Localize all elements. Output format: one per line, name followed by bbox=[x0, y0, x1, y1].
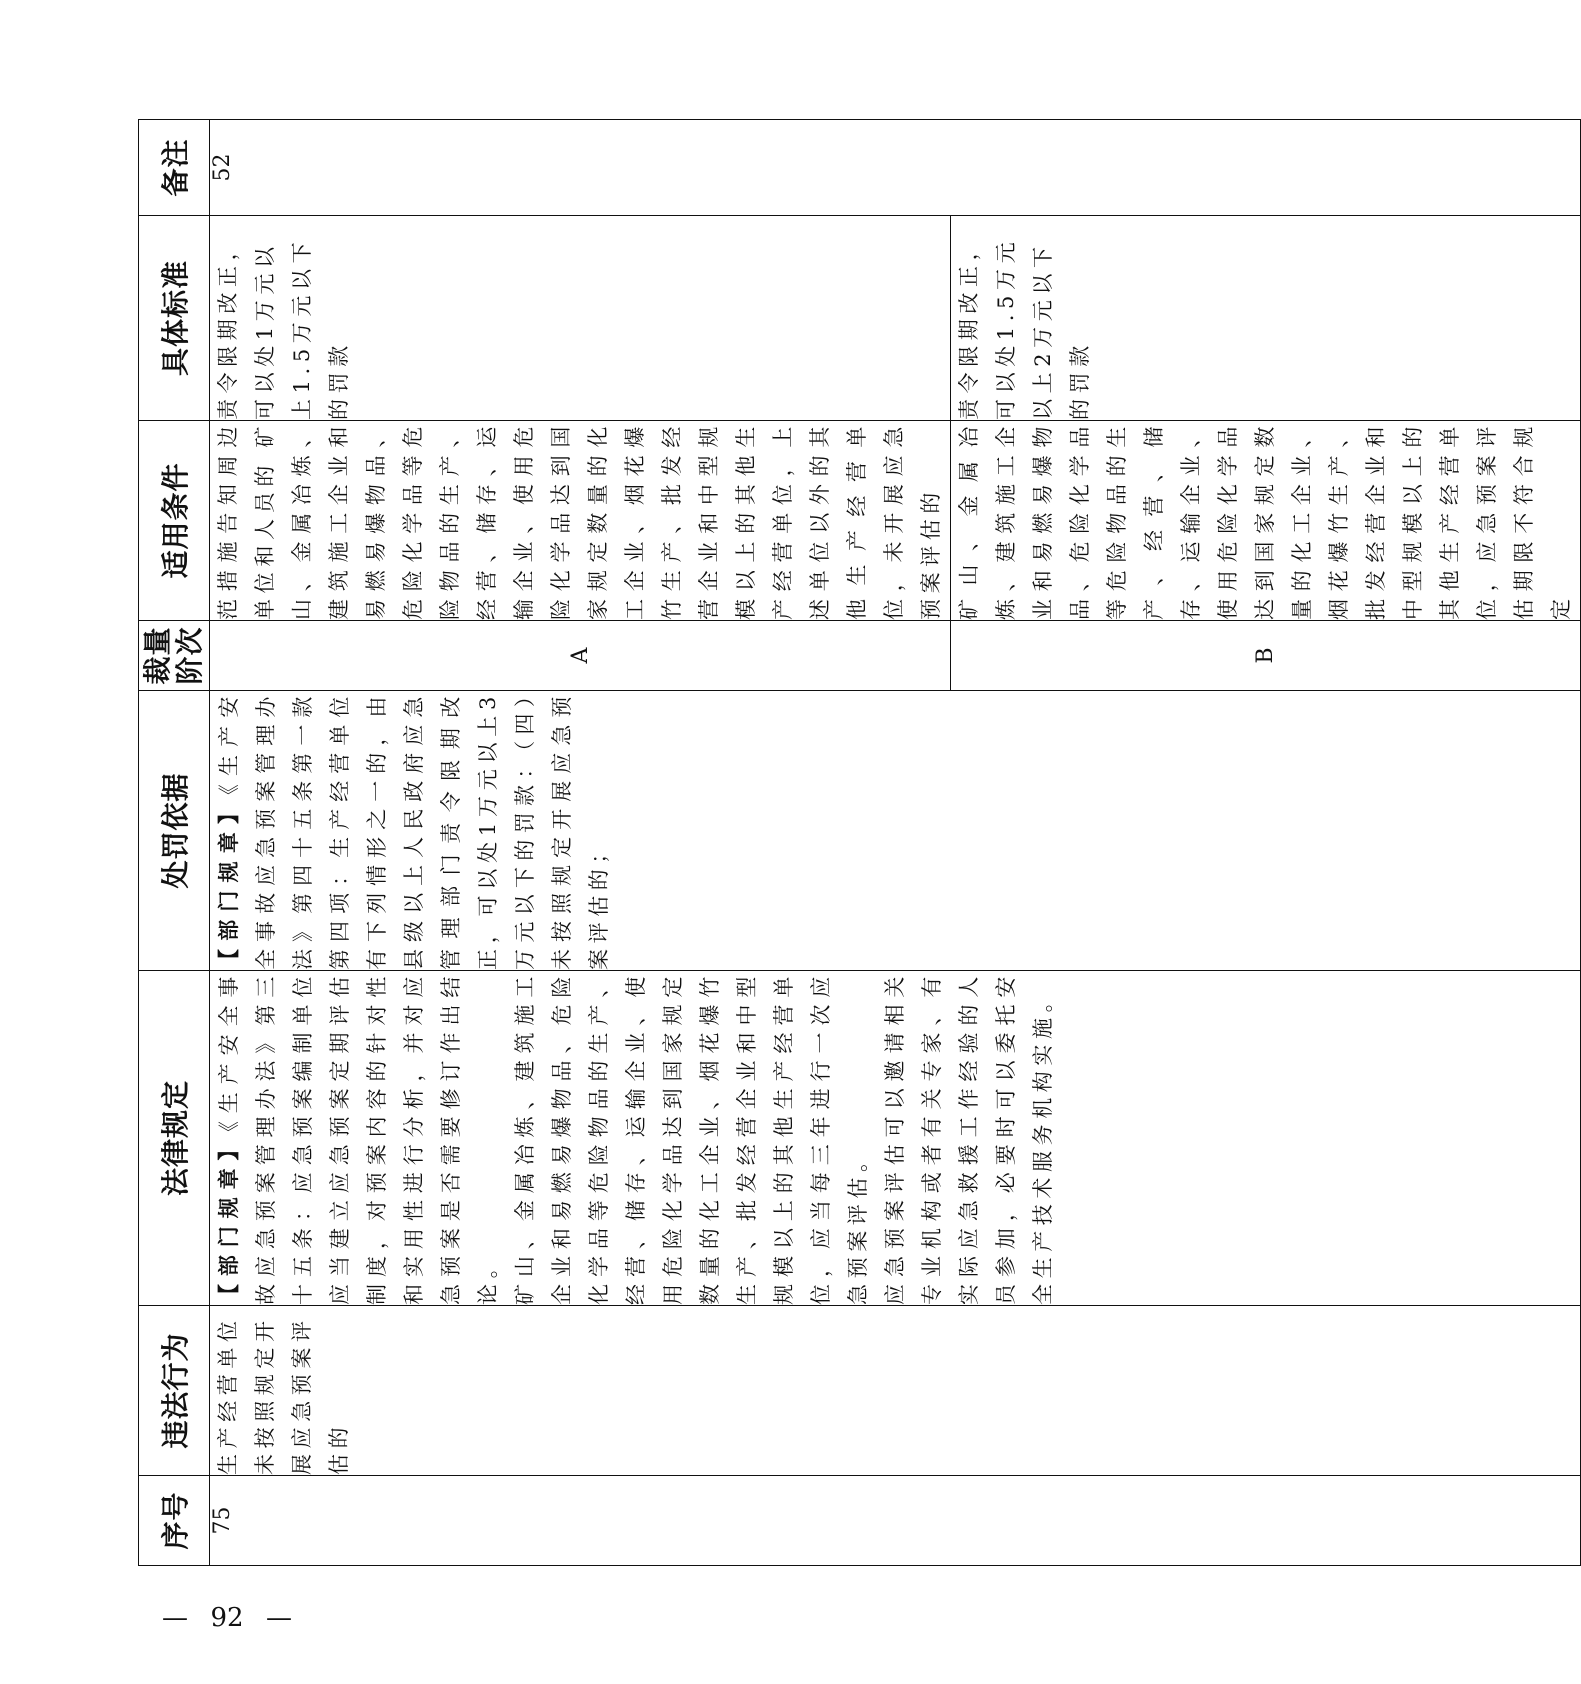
law-text-1: 《生产安全事故应急预案管理办法》第三十五条：应急预案编制单位应当建立应急预案定期评估制度，对预案内容的针对性和实用性进行分析，并对应急预案是否需要修订作出结论。 bbox=[217, 971, 500, 1305]
cell-basis bbox=[210, 691, 1581, 971]
page-number-footer bbox=[162, 1598, 292, 1638]
header-level-line2: 阶次 bbox=[173, 626, 206, 685]
cell-standard-b: 责令限期改正，可以处1.5万元以上2万元以下的罚款 bbox=[951, 216, 1581, 421]
cell-condition-b: 矿山、金属冶炼、建筑施工企业和易燃易爆物品、危险化学品等危险物品的生产、经营、储存、运输企业、使用危险化学品达到国家规定数量的化工企业、烟花爆竹生产、批发经营企业和中型规模以上的其他生产经营单位，应急预案评估期限不符合规定 bbox=[951, 421, 1581, 621]
cell-condition-a: 范措施告知周边单位和人员的 矿山、金属冶炼、建筑施工企业和易燃易爆物品、危险化学品等危险物品的生产、经营、储存、运输企业、使用危险化学品达到国家规定数量的化工企业、烟花爆竹生产、批发经营企业和中型规模以上的其他生产经营单位，上述单位以外的其他生产经营单位，未开展应急预案评估的 bbox=[210, 421, 951, 621]
basis-source-tag: 【部门规章】 bbox=[216, 794, 241, 970]
page-dash-right: — bbox=[266, 1603, 292, 1633]
header-condition: 适用条件 bbox=[139, 421, 210, 621]
law-paragraph-2: 矿山、金属冶炼、建筑施工企业和易燃易爆物品、危险化学品等危险物品的生产、经营、储存、运输企业、使用危险化学品达到国家规定数量的化工企业、烟花爆竹生产、批发经营企业和中型规模以上的其他生产经营单位，应当每三年进行一次应急预案评估。 bbox=[513, 971, 870, 1305]
table-header-row bbox=[139, 120, 210, 1566]
header-standard: 具体标准 bbox=[139, 216, 210, 421]
law-source-tag: 【部门规章】 bbox=[216, 1131, 241, 1305]
page-number: 92 bbox=[210, 1603, 244, 1633]
header-remark: 备注 bbox=[139, 120, 210, 216]
rotated-table-sheet bbox=[138, 120, 1573, 1566]
header-level bbox=[139, 621, 210, 691]
rotated-table-frame bbox=[138, 120, 1573, 1566]
cell-law bbox=[210, 971, 1581, 1306]
cell-level-a: A bbox=[210, 621, 951, 691]
cell-seq: 75 bbox=[210, 1476, 1581, 1566]
header-basis: 处罚依据 bbox=[139, 691, 210, 971]
cell-remark: 52 bbox=[210, 120, 1581, 216]
header-seq: 序号 bbox=[139, 1476, 210, 1566]
table-row bbox=[210, 120, 951, 1566]
page-dash-left: — bbox=[162, 1603, 188, 1633]
cell-violation: 生产经营单位未按照规定开展应急预案评估的 bbox=[210, 1306, 1581, 1476]
cell-standard-a: 责令限期改正，可以处1万元以上1.5万元以下的罚款 bbox=[210, 216, 951, 421]
basis-text: 《生产安全事故应急预案管理办法》第四十五条第一款第四项：生产经营单位有下列情形之一的，由县级以上人民政府应急管理部门责令限期改正，可以处1万元以上3万元以下的罚款：（四）未按照规定开展应急预案评估的； bbox=[217, 691, 611, 970]
penalty-discretion-table bbox=[138, 119, 1581, 1566]
header-level-line1: 裁量 bbox=[141, 626, 174, 685]
law-paragraph-3: 应急预案评估可以邀请相关专业机构或者有关专家、有实际应急救援工作经验的人员参加，必要时可以委托安全生产技术服务机构实施。 bbox=[883, 971, 1055, 1305]
header-violation: 违法行为 bbox=[139, 1306, 210, 1476]
header-law: 法律规定 bbox=[139, 971, 210, 1306]
law-paragraph-1 bbox=[210, 971, 507, 1305]
cell-level-b: B bbox=[951, 621, 1581, 691]
